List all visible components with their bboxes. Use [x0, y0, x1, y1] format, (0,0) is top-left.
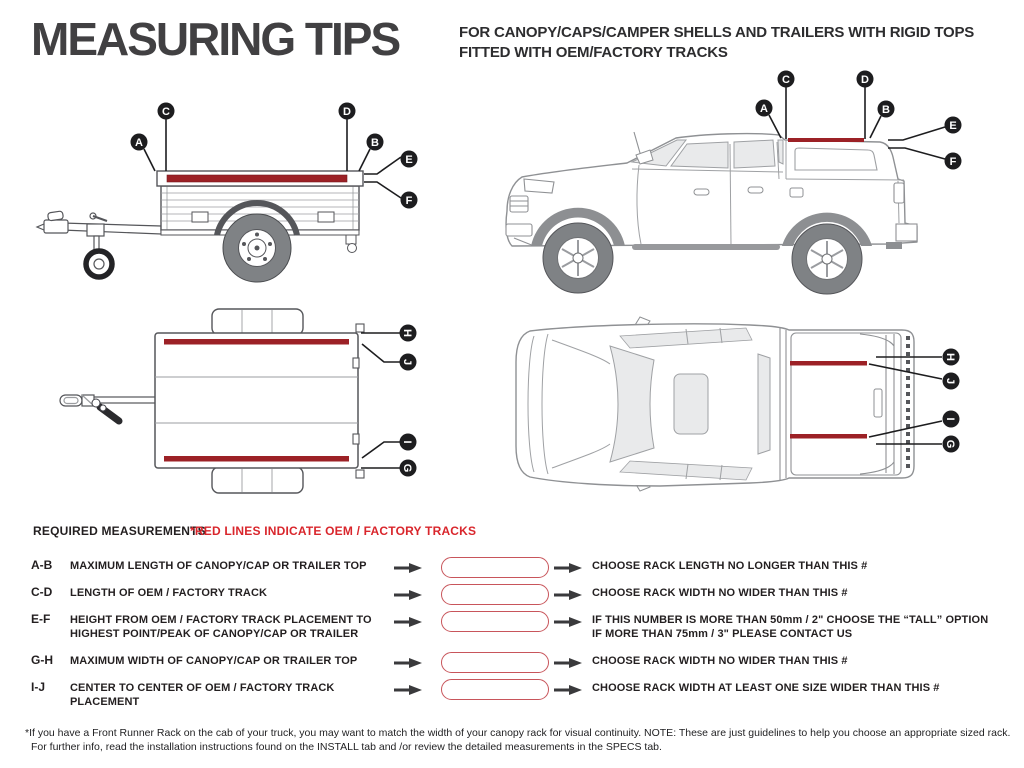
footnote: *If you have a Front Runner Rack on the cab of your truck, you may want to match the width of your canopy rack for visual continuity. NOTE: These are just guidelines to help you choose an appropriate sized rack. For further info, read the installation instructions found on the INSTALL tab and /or review the detailed measurements in the SPECS tab. — [25, 727, 1011, 753]
measurement-instruction: CHOOSE RACK WIDTH NO WIDER THAN THIS # — [592, 587, 848, 599]
measurement-instruction: CHOOSE RACK WIDTH NO WIDER THAN THIS # — [592, 655, 848, 667]
arrow-right-icon — [394, 561, 422, 579]
measurement-description: LENGTH OF OEM / FACTORY TRACK — [70, 587, 268, 599]
measurement-description: HEIGHT FROM OEM / FACTORY TRACK PLACEMENT TO HIGHEST POINT/PEAK OF CANOPY/CAP OR TRAILER — [70, 614, 372, 640]
callout-b-marker — [878, 101, 895, 118]
trailer-top-body — [155, 333, 358, 468]
svg-text:A: A — [135, 137, 143, 149]
callout-g-marker — [400, 460, 417, 477]
trailer-top-drawbar — [60, 395, 156, 406]
svg-text:H: H — [944, 353, 956, 361]
callout-j-marker — [400, 354, 417, 371]
door-handle — [748, 187, 763, 193]
measurement-row-gh — [0, 651, 1024, 675]
oem-track-line — [790, 434, 867, 439]
svg-text:F: F — [949, 156, 957, 168]
door-handle — [694, 189, 709, 195]
svg-text:I: I — [944, 417, 956, 421]
measurement-id: G-H — [31, 653, 53, 667]
arrow-right-icon — [554, 656, 582, 674]
oem-track-line — [167, 175, 347, 182]
callout-h-marker — [943, 349, 960, 366]
callout-h-marker — [400, 325, 417, 342]
subtitle-line-2: FITTED WITH OEM/FACTORY TRACKS — [459, 44, 728, 61]
truck-front-wheel — [543, 223, 613, 293]
measurement-instruction: CHOOSE RACK WIDTH AT LEAST ONE SIZE WIDER THAN THIS # — [592, 682, 940, 694]
measurement-id: C-D — [31, 585, 53, 599]
arrow-right-icon — [554, 588, 582, 606]
arrow-right-icon — [554, 561, 582, 579]
measurement-value-box[interactable] — [441, 652, 549, 673]
measurement-value-box[interactable] — [441, 584, 549, 605]
svg-text:C: C — [782, 74, 790, 86]
svg-text:D: D — [343, 106, 351, 118]
arrow-right-icon — [554, 683, 582, 701]
callout-j-marker — [943, 373, 960, 390]
truck-side-view-diagram — [490, 60, 1020, 305]
callout-b-marker — [367, 134, 384, 151]
svg-text:F: F — [405, 195, 413, 207]
trailer-wheel — [223, 214, 291, 282]
svg-text:J: J — [401, 358, 413, 366]
measurement-value-box[interactable] — [441, 679, 549, 700]
trailer-side-view-diagram — [20, 88, 450, 305]
svg-text:A: A — [760, 103, 768, 115]
page-subtitle — [459, 23, 974, 63]
truck-top-view-diagram — [490, 300, 1024, 510]
arrow-right-icon — [394, 588, 422, 606]
roof-vent — [874, 389, 882, 417]
running-board — [632, 244, 780, 250]
truck-rear-wheel — [792, 224, 862, 294]
svg-text:B: B — [882, 104, 890, 116]
oem-track-line — [788, 138, 864, 142]
oem-track-line — [164, 456, 349, 462]
svg-text:H: H — [401, 329, 413, 337]
arrow-right-icon — [394, 615, 422, 633]
arrow-right-icon — [394, 683, 422, 701]
gas-cap — [790, 188, 803, 197]
truck-cab-glass — [632, 140, 783, 168]
callout-a-marker — [756, 100, 773, 117]
red-lines-note: *RED LINES INDICATE OEM / FACTORY TRACKS — [190, 524, 477, 538]
measurement-row-ij — [0, 678, 1024, 708]
page-title: MEASURING TIPS — [31, 13, 400, 65]
callout-i-marker — [943, 411, 960, 428]
measurement-id: I-J — [31, 680, 46, 694]
svg-text:E: E — [949, 120, 957, 132]
trailer-top-callouts — [400, 325, 417, 477]
svg-text:G: G — [401, 463, 413, 473]
oem-track-line — [164, 339, 349, 345]
measurement-description: MAXIMUM WIDTH OF CANOPY/CAP OR TRAILER TOP — [70, 655, 358, 667]
callout-g-marker — [943, 436, 960, 453]
callout-c-marker — [158, 103, 175, 120]
rear-window-top — [758, 354, 770, 454]
callout-a-marker — [131, 134, 148, 151]
svg-text:B: B — [371, 137, 379, 149]
sunroof — [674, 374, 708, 434]
measurement-instruction: IF THIS NUMBER IS MORE THAN 50mm / 2" CHOOSE THE “TALL” OPTION IF MORE THAN 75mm / 3" PLEASE CONTACT US — [592, 614, 989, 640]
svg-text:G: G — [944, 439, 956, 449]
canopy-window — [795, 148, 877, 170]
measurement-row-ab — [0, 556, 1024, 580]
callout-e-marker — [401, 151, 418, 168]
callout-d-marker — [857, 71, 874, 88]
callout-f-marker — [401, 192, 418, 209]
svg-text:E: E — [405, 154, 413, 166]
measurement-description: MAXIMUM LENGTH OF CANOPY/CAP OR TRAILER TOP — [70, 560, 367, 572]
measurement-instruction: CHOOSE RACK LENGTH NO LONGER THAN THIS # — [592, 560, 868, 572]
required-measurements-heading: REQUIRED MEASUREMENTS — [33, 524, 206, 538]
measurement-row-cd — [0, 583, 1024, 607]
truck-top-callouts — [943, 349, 960, 453]
measurement-row-ef — [0, 610, 1024, 648]
measurement-description: CENTER TO CENTER OF OEM / FACTORY TRACK PLACEMENT — [70, 682, 335, 708]
callout-e-marker — [945, 117, 962, 134]
trailer-jockey-wheel — [86, 213, 112, 277]
callout-d-marker — [339, 103, 356, 120]
arrow-right-icon — [394, 656, 422, 674]
svg-text:I: I — [401, 440, 413, 444]
arrow-right-icon — [554, 615, 582, 633]
measurement-id: A-B — [31, 558, 53, 572]
callout-f-marker — [945, 153, 962, 170]
measurement-value-box[interactable] — [441, 557, 549, 578]
svg-text:J: J — [944, 377, 956, 385]
subtitle-line-1: FOR CANOPY/CAPS/CAMPER SHELLS AND TRAILERS WITH RIGID TOPS — [459, 24, 975, 41]
svg-text:D: D — [861, 74, 869, 86]
callout-c-marker — [778, 71, 795, 88]
trailer-top-leader-lines — [361, 333, 400, 468]
measurement-value-box[interactable] — [441, 611, 549, 632]
callout-i-marker — [400, 434, 417, 451]
oem-track-line — [790, 361, 867, 366]
measurement-id: E-F — [31, 612, 51, 626]
svg-text:C: C — [162, 106, 170, 118]
trailer-top-view-diagram — [20, 300, 460, 510]
